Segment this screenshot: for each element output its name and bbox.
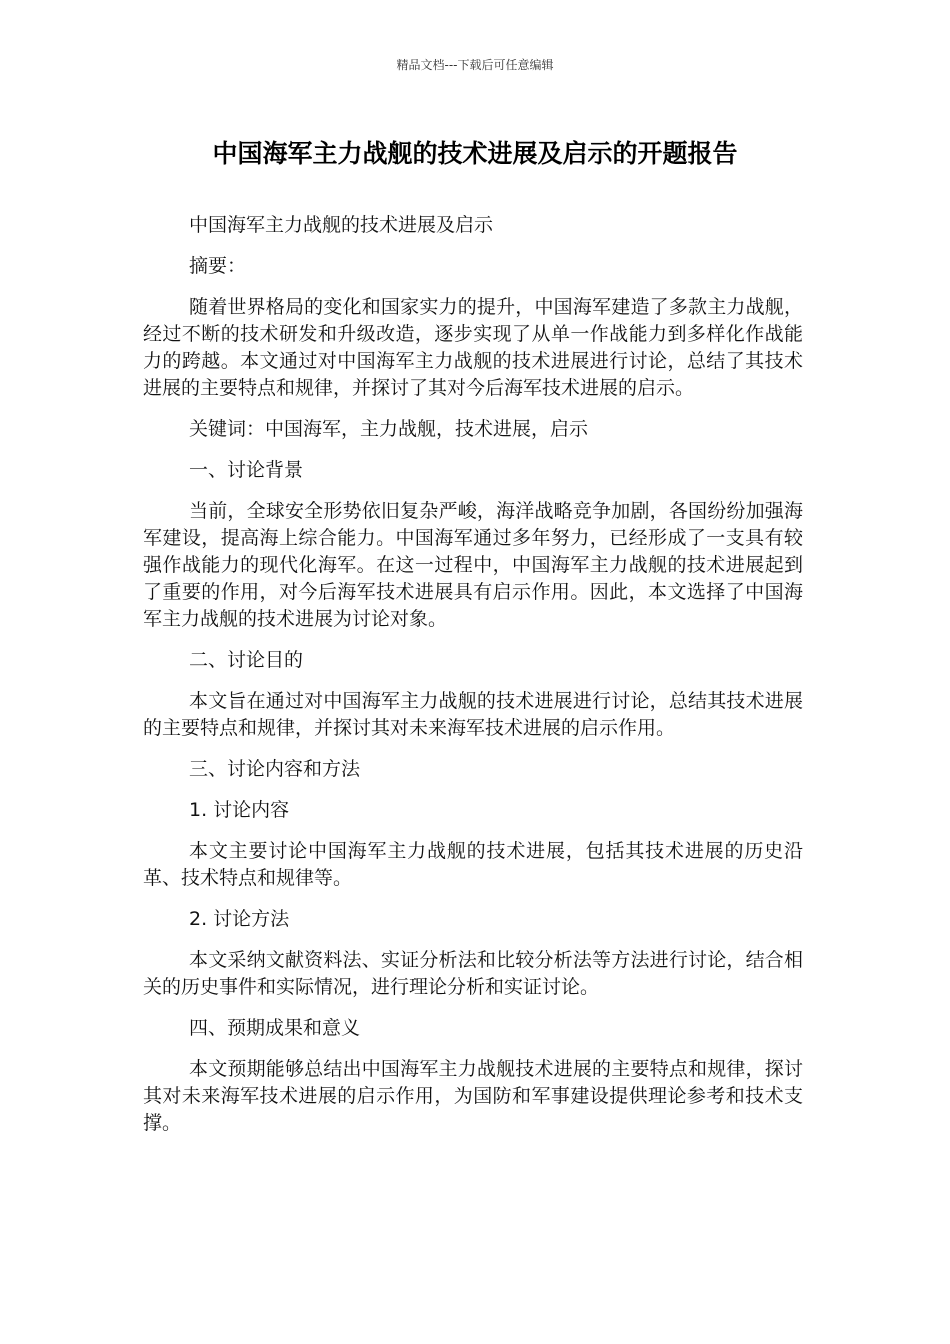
abstract-paragraph: 随着世界格局的变化和国家实力的提升，中国海军建造了多款主力战舰，经过不断的技术研发和升级改造，逐步实现了从单一作战能力到多样化作战能力的跨越。本文通过对中国海军主力战舰的技术进展进行讨论，总结了其技术进展的主要特点和规律，并探讨了其对今后海军技术进展的启示。 bbox=[143, 296, 803, 399]
section-heading-purpose: 二、讨论目的 bbox=[189, 649, 304, 671]
method-paragraph: 本文采纳文献资料法、实证分析法和比较分析法等方法进行讨论，结合相关的历史事件和实际情况，进行理论分析和实证讨论。 bbox=[143, 949, 803, 998]
subheading-content: 1. 讨论内容 bbox=[189, 799, 290, 821]
document-body bbox=[143, 212, 803, 1151]
content-paragraph: 本文主要讨论中国海军主力战舰的技术进展，包括其技术进展的历史沿革、技术特点和规律等。 bbox=[143, 840, 803, 889]
abstract-label: 摘要： bbox=[189, 255, 247, 277]
document-title: 中国海军主力战舰的技术进展及启示的开题报告 bbox=[212, 139, 738, 168]
subheading-method: 2. 讨论方法 bbox=[189, 908, 290, 930]
page-header-watermark: 精品文档---下载后可任意编辑 bbox=[396, 58, 554, 72]
section-heading-content-method: 三、讨论内容和方法 bbox=[189, 758, 361, 780]
purpose-paragraph: 本文旨在通过对中国海军主力战舰的技术进展进行讨论，总结其技术进展的主要特点和规律，并探讨其对未来海军技术进展的启示作用。 bbox=[143, 690, 803, 739]
section-heading-expected-results: 四、预期成果和意义 bbox=[189, 1017, 361, 1039]
subtitle-paragraph: 中国海军主力战舰的技术进展及启示 bbox=[189, 214, 494, 236]
expected-results-paragraph: 本文预期能够总结出中国海军主力战舰技术进展的主要特点和规律，探讨其对未来海军技术进展的启示作用，为国防和军事建设提供理论参考和技术支撑。 bbox=[143, 1058, 803, 1134]
keywords-paragraph: 关键词：中国海军，主力战舰，技术进展，启示 bbox=[189, 418, 589, 440]
background-paragraph: 当前，全球安全形势依旧复杂严峻，海洋战略竞争加剧，各国纷纷加强海军建设，提高海上综合能力。中国海军通过多年努力，已经形成了一支具有较强作战能力的现代化海军。在这一过程中，中国海军主力战舰的技术进展起到了重要的作用，对今后海军技术进展具有启示作用。因此，本文选择了中国海军主力战舰的技术进展为讨论对象。 bbox=[143, 500, 803, 630]
section-heading-background: 一、讨论背景 bbox=[189, 459, 304, 481]
